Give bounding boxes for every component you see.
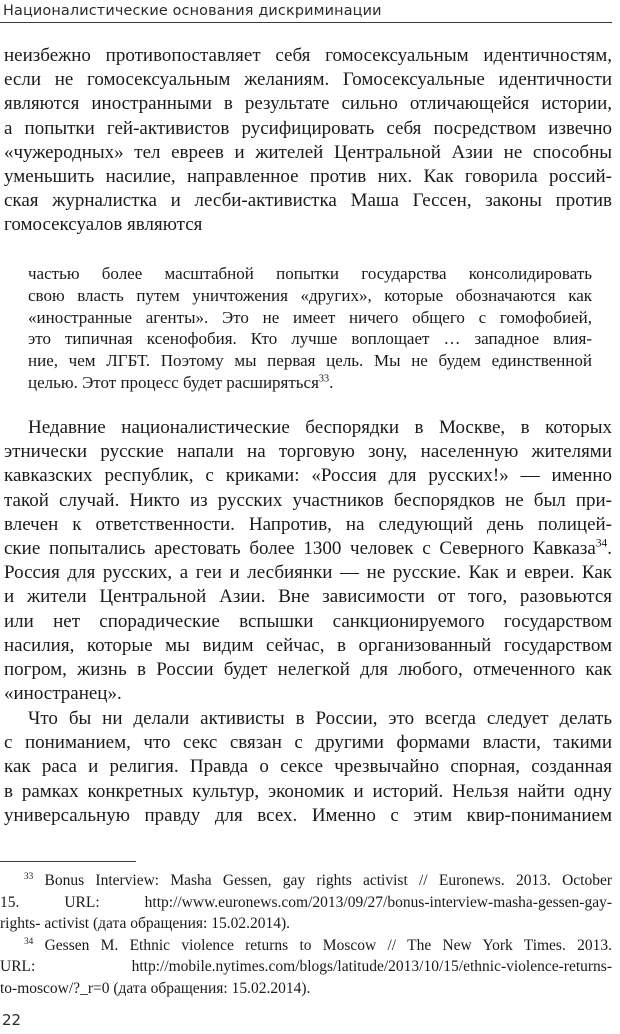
text-line: влечен к ответственности. Напротив, на следующий день полицей-	[4, 513, 612, 535]
footnote-line: 15. URL: http://www.euronews.com/2013/09/27/bonus-interview-masha-gessen-gay-	[0, 893, 612, 911]
text-line: «чужеродных» тел евреев и жителей Центральной Азии не способны	[4, 141, 612, 163]
quote-line: ние, чем ЛГБТ. Поэтому мы первая цель. Мы не будем единственной	[28, 351, 592, 371]
text-line: насилия, которые мы видим сейчас, в организованный государством	[4, 634, 612, 656]
footnotes	[0, 870, 612, 999]
footnote-34-first-line	[0, 935, 612, 957]
page-number: 22	[2, 1011, 22, 1029]
text-line: кавказских республик, с криками: «Россия для русских!» — именно	[4, 465, 612, 487]
text-line: гомосексуалов являются	[4, 214, 203, 236]
text-line: или нет спорадические вспышки санкционируемого государством	[4, 610, 612, 632]
ref-line-text: ские попытались арестовать более 1300 человек с Северного Кавказа	[4, 538, 596, 560]
text-line: и жители Центральной Азии. Вне зависимости от того, разовьются	[4, 586, 612, 608]
block-quote	[28, 263, 592, 394]
footnote-33-text: Bonus Interview: Masha Gessen, gay rights activist // Euronews. 2013. October	[44, 872, 612, 889]
text-line: ская журналистка и лесби-активистка Маша Гессен, законы против	[4, 190, 612, 212]
text-line: Россия для русских, а геи и лесбиянки — не русские. Как и евреи. Как	[4, 562, 612, 584]
text-line: «иностранец».	[4, 683, 122, 705]
text-line: этнически русские напали на торговую зону, населенную жителями	[4, 441, 612, 463]
quote-last-text: целью. Этот процесс будет расширяться	[28, 372, 319, 392]
text-line: Что бы ни делали активисты в России, это всегда следует делать	[28, 708, 612, 729]
paragraph-1	[4, 44, 612, 238]
footnote-34-text: Gessen M. Ethnic violence returns to Moscow // The New York Times. 2013.	[44, 936, 613, 954]
quote-line: целью. Этот процесс будет расширяться$^{33}$.	[28, 372, 334, 392]
footnote-line: rights- activist (дата обращения: 15.02.2014).	[0, 915, 290, 932]
text-line: уменьшить насилие, направленное против них. Как говорила россий-	[4, 166, 612, 188]
paragraph-4	[4, 707, 612, 828]
text-line: погром, жизнь в России будет нелегкой для любого, отмеченного как	[4, 659, 612, 681]
footnote-ref-33[interactable]: 33	[318, 373, 330, 385]
text-line: если не гомосексуальным желаниям. Гомосексуальные идентичности	[4, 69, 612, 91]
footnote-rule	[0, 861, 136, 862]
text-line: неизбежно противопоставляет себя гомосексуальным идентичностям,	[4, 45, 612, 66]
footnote-33-first-line	[0, 870, 612, 892]
text-line: Недавние националистические беспорядки в Москве, в которых	[28, 417, 612, 438]
text-line: универсальную правду для всех. Именно с этим квир-пониманием	[4, 804, 612, 826]
quote-line: частью более масштабной попытки государства консолидировать	[28, 264, 592, 283]
text-line: являются иностранными в результате сильно отличающейся истории,	[4, 93, 612, 115]
text-line: ские попытались арестовать более 1300 человек с Северного Кавказа$^{34}$.	[4, 537, 612, 560]
text-line: такой случай. Никто из русских участников беспорядков не был при-	[4, 489, 612, 511]
text-line: с пониманием, что секс связан с другими формами власти, такими	[4, 732, 612, 754]
quote-line: это типичная ксенофобия. Кто лучше воплощает … западное влия-	[28, 329, 592, 349]
footnote-line: URL: http://mobile.nytimes.com/blogs/latitude/2013/10/15/ethnic-violence-returns-	[0, 958, 612, 975]
footnote-number-34: 34	[24, 936, 34, 947]
text-line: в рамках конкретных культур, экономик и историй. Нельзя найти одну	[4, 780, 612, 802]
quote-line: свою власть путем уничтожения «других», которые обозначаются как	[28, 285, 592, 305]
header-rule	[0, 22, 612, 23]
footnote-line: to-moscow/?_r=0 (дата обращения: 15.02.2014).	[0, 979, 311, 997]
paragraph-3	[4, 416, 612, 706]
running-header: Националистические основания дискриминации	[3, 3, 382, 19]
footnote-ref-34[interactable]: 34	[595, 537, 608, 550]
text-line: а попытки гей-активистов русифицировать себя посредством извечно	[4, 117, 612, 139]
text-line: как раса и религия. Правда о сексе чрезвычайно спорная, созданная	[4, 756, 612, 778]
quote-line: «иностранные агенты». Это не имеет ничего общего с гомофобией,	[28, 307, 592, 327]
footnote-number-33: 33	[24, 871, 34, 882]
